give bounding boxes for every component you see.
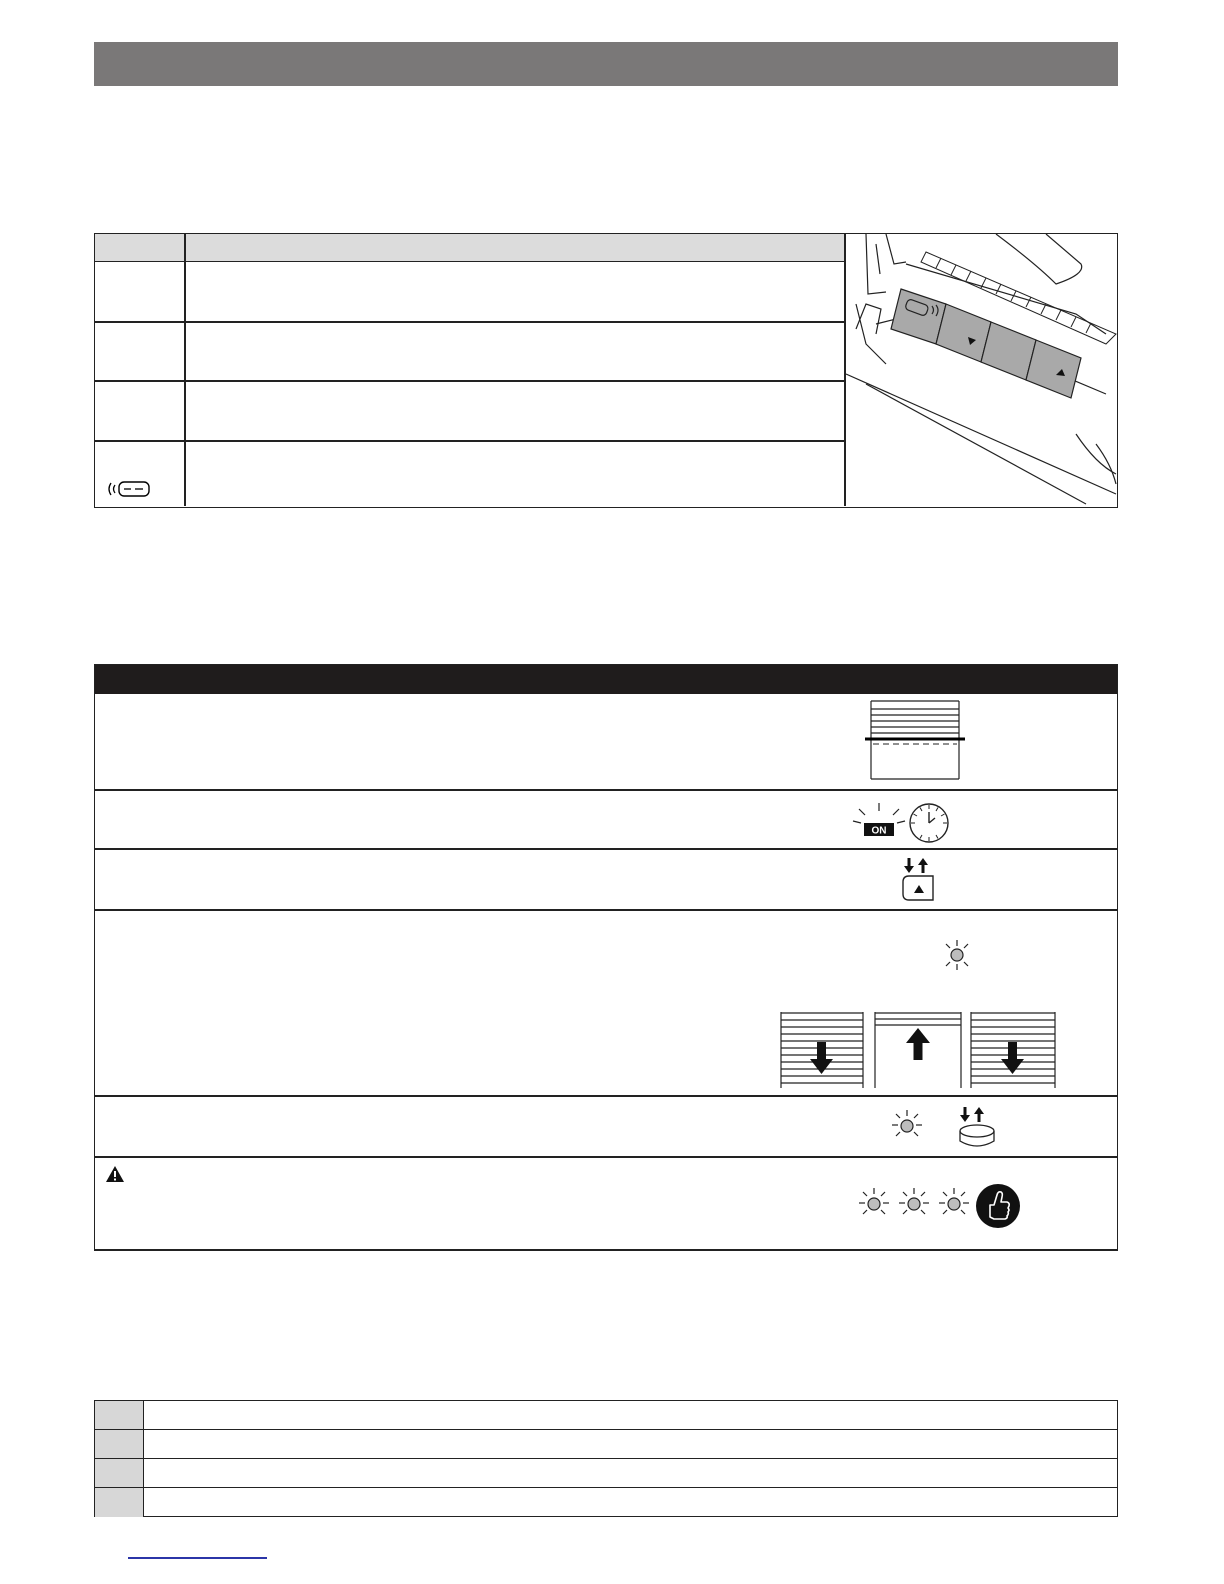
table-divider <box>95 789 1117 791</box>
table-divider <box>95 440 845 442</box>
control-buttons-table-header <box>95 234 845 262</box>
table-divider <box>95 909 1117 911</box>
row-number-cell <box>95 1488 144 1517</box>
table-row <box>95 1401 1117 1430</box>
knob-turn-icon <box>955 1105 1001 1151</box>
clock-icon <box>907 801 951 845</box>
thumbs-up-icon <box>975 1183 1021 1229</box>
flashing-led-icon <box>939 1187 969 1219</box>
flashing-led-icon <box>899 1187 929 1219</box>
control-buttons-table <box>94 233 1118 508</box>
table-divider <box>95 380 845 382</box>
table-divider <box>184 234 186 506</box>
table-row <box>95 1488 1117 1517</box>
procedure-steps-table <box>94 664 1118 1251</box>
row-number-cell <box>95 1459 144 1487</box>
roller-shutter-icon <box>865 699 965 781</box>
row-number-cell <box>95 1430 144 1458</box>
table-row <box>95 1430 1117 1459</box>
table-divider <box>95 848 1117 850</box>
shutter-down-icon <box>779 1012 865 1088</box>
row-number-cell <box>95 1401 144 1429</box>
shutter-up-icon <box>873 1012 963 1088</box>
table-row <box>95 1459 1117 1488</box>
flashing-led-icon <box>941 939 973 971</box>
remote-transmitter-icon <box>105 479 155 499</box>
table-divider <box>95 321 845 323</box>
table-divider <box>95 1095 1117 1097</box>
flashing-led-icon <box>859 1187 889 1219</box>
power-on-icon <box>849 799 909 839</box>
control-panel-buttons-illustration <box>846 234 1117 506</box>
warning-icon <box>105 1165 125 1183</box>
on-label: ON <box>871 825 887 837</box>
summary-table <box>94 1400 1118 1517</box>
shutter-down-icon <box>969 1012 1057 1088</box>
button-up-arrows-icon <box>899 856 941 904</box>
flashing-led-icon <box>891 1109 923 1141</box>
procedure-steps-table-header <box>95 665 1117 694</box>
footer-link[interactable] <box>128 1557 267 1559</box>
section-header-bar <box>94 42 1118 86</box>
table-divider <box>95 1156 1117 1158</box>
